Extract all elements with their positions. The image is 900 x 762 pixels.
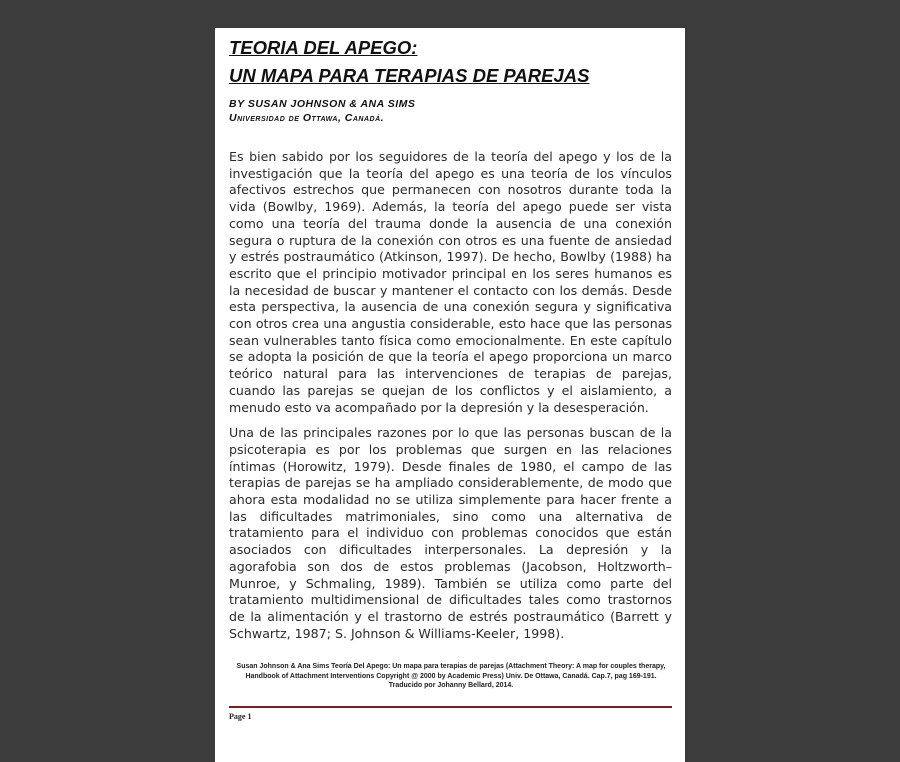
body-text [229, 149, 672, 651]
title-line-1: TEORIA DEL APEGO: [229, 37, 418, 58]
affiliation: Universidad de Ottawa, Canadá. [229, 111, 385, 124]
document-page [215, 28, 685, 762]
paragraph-2: Una de las principales razones por lo que las personas buscan de la psicoterapia es por los problemas que surgen en las relaciones íntimas (Horowitz, 1979). Desde finales de 1980, el campo de las terapias de parejas se ha ampliado considerablemente, de modo que ahora esta modalidad no se utiliza simplemente para hacer frente a las dificultades matrimoniales, sino como una alternativa de tratamiento para el individuo con problemas conocidos que están asociados con dificultades interpersonales. La depresión y la agorafobia son dos de estos problemas (Jacobson, Holtzworth–Munroe, y Schmaling, 1989). También se utiliza como parte del tratamiento multidimensional de dificultades tales como trastornos de la alimentación y el trastorno de estrés postraumático (Barrett y Schwartz, 1987; S. Johnson & Williams-Keeler, 1998). [229, 425, 672, 641]
page-number: Page 1 [229, 712, 252, 721]
paragraph-1: Es bien sabido por los seguidores de la teoría del apego y los de la investigación que la teoría del apego es una teoría de los vínculos afectivos estrechos que permanecen con nosotros durante toda la vida (Bowlby, 1969). Además, la teoría del apego puede ser vista como una teoría del trauma donde la ausencia de una conexión segura o ruptura de la conexión con otros es una fuente de ansiedad y estrés postraumático (Atkinson, 1997). De hecho, Bowlby (1988) ha escrito que el principio motivador principal en los seres humanos es la necesidad de buscar y mantener el contacto con los demás. Desde esta perspectiva, la ausencia de una conexión segura y significativa con otros crea una angustia considerable, esto hace que las personas sean vulnerables tanto física como emocionalmente. En este capítulo se adopta la posición de que la teoría el apego proporciona un marco teórico natural para las intervenciones de terapias de parejas, cuando las parejas se quejan de los conflictos y el aislamiento, a menudo esto va acompañado por la depresión y la desesperación. [229, 149, 672, 415]
footnote: Susan Johnson & Ana Sims Teoría Del Apego: Un mapa para terapias de parejas (Attachment Theory: A map for couples therapy, Handbook of Attachment Interventions Copyright @ 2000 by Academic Press) Univ. De Ottawa, Canadá. Cap.7, pag 169-191. Traducido por Johanny Bellard, 2014. [236, 663, 666, 690]
footer-divider [229, 706, 672, 708]
authors: BY SUSAN JOHNSON & ANA SIMS [229, 98, 416, 110]
byline [229, 98, 415, 125]
title-line-2: UN MAPA PARA TERAPIAS DE PAREJAS [229, 65, 590, 86]
